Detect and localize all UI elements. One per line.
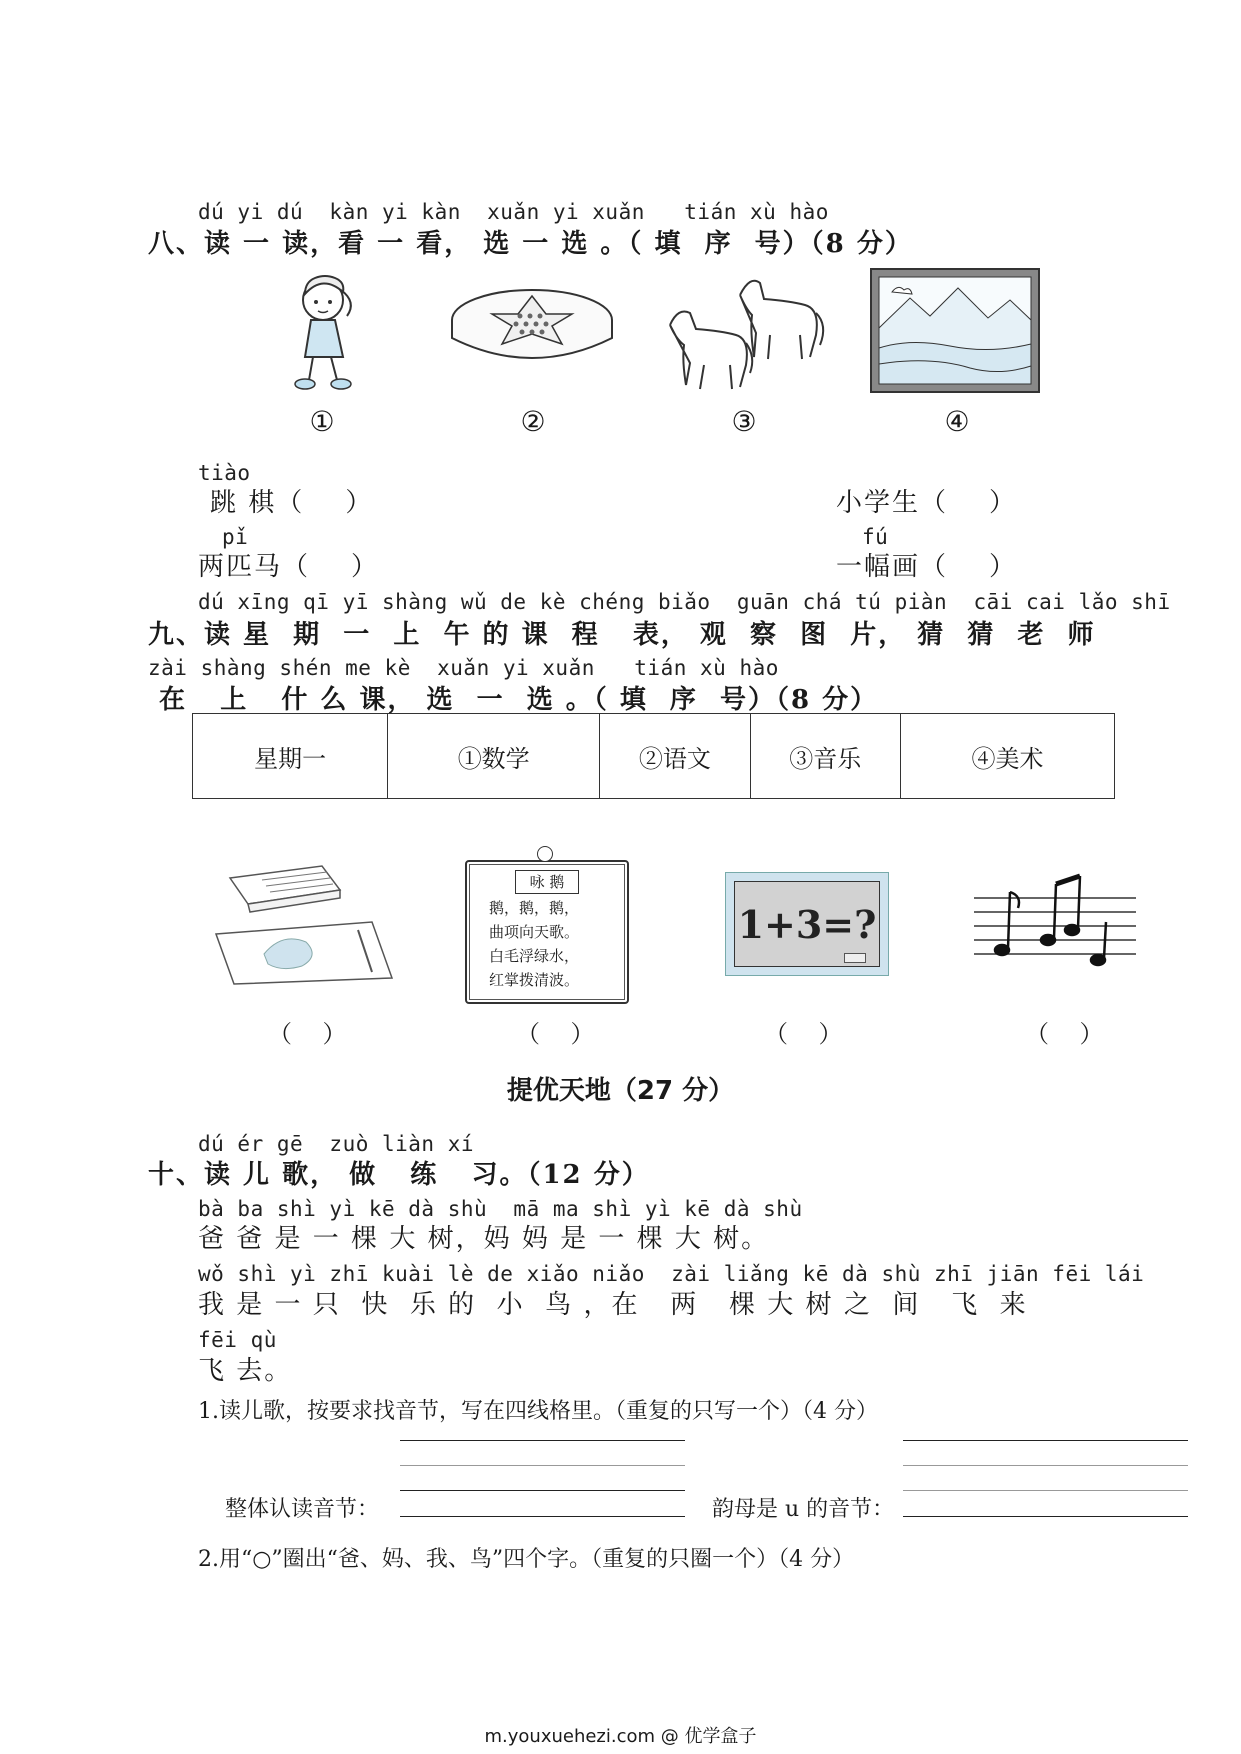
writing-line[interactable]: [903, 1440, 1188, 1441]
schedule-cell: ③音乐: [751, 714, 901, 798]
question-2: 2.用“○”圈出“爸、妈、我、鸟”四个字。（重复的只圈一个）（4 分）: [198, 1547, 855, 1572]
schedule-cell: ①数学: [388, 714, 600, 798]
poem-text: 我 是 一 只 快 乐 的 小 鸟 ，在 两 棵 大 树 之 间 飞 来: [198, 1290, 1028, 1320]
item-pinyin: fú: [862, 525, 889, 549]
poem-line: 白毛浮绿水，: [489, 947, 580, 965]
answer-paren: （ ）: [764, 1020, 843, 1048]
schedule-cell: ④美术: [971, 744, 1044, 773]
poem-pinyin: bà ba shì yì kē dà shù mā ma shì yì kē dà shù: [198, 1197, 803, 1221]
question-1: 1.读儿歌，按要求找音节，写在四线格里。（重复的只写一个）（4 分）: [198, 1399, 878, 1424]
poem-board: [465, 860, 629, 1004]
heart-icon: [537, 846, 553, 862]
checkers-illustration: [450, 268, 615, 378]
art-supplies-illustration: [212, 860, 397, 990]
schedule-cell: 星期一: [193, 714, 388, 798]
section9-title-1: 九、读 星 期 一 上 午 的 课 程 表， 观 察 图 片， 猜 猜 老 师: [148, 620, 1096, 650]
answer-item: 一幅画（ ）: [836, 552, 1018, 582]
math-board: [725, 872, 889, 976]
writing-line: [903, 1465, 1188, 1466]
marker-2: ②: [520, 405, 546, 438]
writing-line: [400, 1490, 685, 1491]
poem-title: 咏 鹅: [515, 870, 579, 894]
item-pinyin: pǐ: [222, 525, 249, 549]
label-u-syllables: 韵母是 u 的音节：: [712, 1497, 895, 1522]
marker-1: ①: [309, 405, 335, 438]
answer-paren: （ ）: [1025, 1020, 1104, 1048]
writing-line: [400, 1465, 685, 1466]
poem-line: 曲项向天歌。: [489, 923, 580, 941]
section9-pinyin-1: dú xīng qī yī shàng wǔ de kè chéng biǎo guān chá tú piàn cāi cai lǎo shī: [198, 590, 1171, 614]
marker-3: ③: [731, 405, 757, 438]
marker-4: ④: [944, 405, 970, 438]
music-notes-illustration: [970, 862, 1140, 972]
painting-illustration: [870, 268, 1040, 393]
schedule-table: [192, 713, 1115, 799]
girl-illustration: [285, 272, 365, 397]
section9-pinyin-2: zài shàng shén me kè xuǎn yi xuǎn tián xù hào: [148, 656, 779, 680]
poem-line: 鹅，鹅，鹅，: [489, 899, 580, 917]
section9-title-2: 在 上 什 么 课， 选 一 选 。（ 填 序 号）（8 分）: [148, 685, 879, 715]
schedule-cell: ②语文: [600, 714, 750, 798]
writing-line[interactable]: [400, 1440, 685, 1441]
section8-title: 八、读 一 读，看 一 看， 选 一 选 。（ 填 序 号）（8 分）: [148, 229, 913, 259]
answer-item: 小学生（ ）: [836, 488, 1018, 518]
answer-paren: （ ）: [268, 1020, 347, 1048]
footer-watermark: m.youxuehezi.com @ 优学盒子: [484, 1726, 757, 1747]
label-whole-syllables: 整体认读音节：: [225, 1497, 380, 1522]
section10-pinyin: dú ér gē zuò liàn xí: [198, 1132, 475, 1156]
poem-line: 红掌拨清波。: [489, 971, 580, 989]
section8-pinyin: dú yi dú kàn yi kàn xuǎn yi xuǎn tián xù hào: [198, 200, 829, 224]
poem-text: 飞 去。: [198, 1356, 293, 1386]
answer-paren: （ ）: [516, 1020, 595, 1048]
writing-line: [903, 1516, 1188, 1517]
eraser-icon: [844, 953, 866, 963]
answer-item: 跳 棋（ ）: [210, 488, 374, 518]
writing-line: [903, 1490, 1188, 1491]
horses-illustration: [660, 265, 830, 395]
math-problem: 1+3=?: [734, 881, 880, 967]
answer-item: 两匹马（ ）: [198, 552, 380, 582]
section10-title: 十、读 儿 歌， 做 练 习。（12 分）: [148, 1160, 650, 1190]
poem-pinyin: fēi qù: [198, 1328, 277, 1352]
writing-line: [400, 1516, 685, 1517]
item-pinyin: tiào: [198, 461, 251, 485]
section-header: 提优天地（27 分）: [506, 1076, 735, 1106]
poem-text: 爸 爸 是 一 棵 大 树，妈 妈 是 一 棵 大 树。: [198, 1224, 770, 1254]
poem-pinyin: wǒ shì yì zhī kuài lè de xiǎo niǎo zài liǎng kē dà shù zhī jiān fēi lái: [198, 1262, 1145, 1286]
